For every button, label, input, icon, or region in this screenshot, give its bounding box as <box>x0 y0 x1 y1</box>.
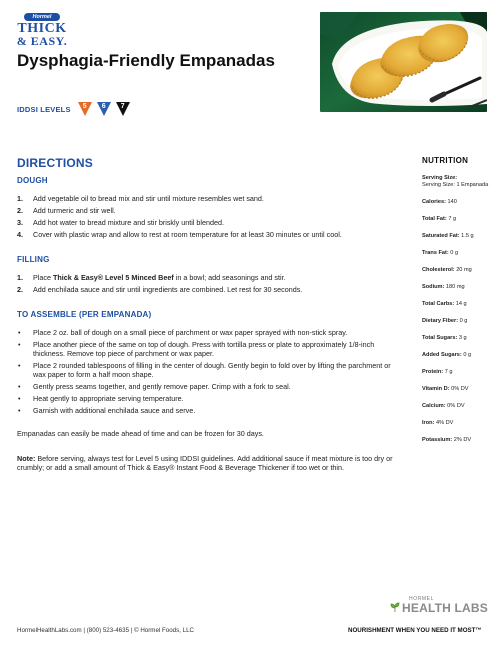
list-item: • Place 2 rounded tablespoons of filling in the center of dough. Gently begin to fold over by lifting the parchment or wax paper to form a half moon shape. <box>18 361 391 379</box>
nutrition-value: 140 <box>445 199 457 205</box>
nutrition-row <box>422 369 490 376</box>
filling-step-1-pre: Place <box>33 273 53 282</box>
logo-line-2: & EASY. <box>16 34 68 48</box>
list-item: • Heat gently to appropriate serving temperature. <box>18 394 184 403</box>
filling-heading: FILLING <box>17 255 50 264</box>
health-labs-brand: HORMEL <box>409 596 434 602</box>
empanada-photo <box>320 12 487 112</box>
nutrition-row <box>422 301 490 308</box>
nutrition-label: Iron: <box>422 420 435 426</box>
nutrition-label: Added Sugars: <box>422 352 462 358</box>
filling-step-2: Add enchilada sauce and stir until ingredients are combined. Let rest for 30 seconds. <box>33 285 303 294</box>
filling-step-1-post: in a bowl; add seasonings and stir. <box>173 273 286 282</box>
assemble-heading: TO ASSEMBLE (PER EMPANADA) <box>17 310 152 319</box>
iddsi-level-5: 5 <box>82 103 87 110</box>
nutrition-row <box>422 267 490 274</box>
nutrition-label: Dietary Fiber: <box>422 318 459 324</box>
nutrition-value: 0 g <box>448 250 459 256</box>
dough-steps <box>17 194 400 239</box>
list-item: 2. Add enchilada sauce and stir until ingredients are combined. Let rest for 30 seconds. <box>17 285 303 294</box>
nutrition-label: Calories: <box>422 199 446 205</box>
list-item: 4. Cover with plastic wrap and allow to rest at room temperature for at least 30 minutes or until cool. <box>17 230 342 239</box>
recipe-title: Dysphagia-Friendly Empanadas <box>17 51 275 70</box>
nutrition-row <box>422 335 490 342</box>
directions-heading: DIRECTIONS <box>17 156 94 170</box>
nutrition-label: Total Sugars: <box>422 335 458 341</box>
directions-section <box>17 156 400 472</box>
list-item: 1. Add vegetable oil to bread mix and stir until mixture resembles wet sand. <box>17 194 264 203</box>
nutrition-row <box>422 318 490 325</box>
nutrition-value: 14 g <box>454 301 467 307</box>
list-item: 1. Place Thick & Easy® Level 5 Minced Beef in a bowl; add seasonings and stir. <box>17 273 286 282</box>
list-item: • Gently press seams together, and gently remove paper. Crimp with a fork to seal. <box>18 382 291 391</box>
nutrition-label: Protein: <box>422 369 444 375</box>
nutrition-value: 180 mg <box>444 284 465 290</box>
nutrition-row <box>422 284 490 291</box>
nutrition-label: Total Fat: <box>422 216 447 222</box>
nutrition-value: 1.5 g <box>459 233 474 239</box>
nutrition-row <box>422 250 490 257</box>
iddsi-label: IDDSI LEVELS <box>17 104 71 114</box>
dough-step-4: Cover with plastic wrap and allow to rest at room temperature for at least 30 minutes or until cool. <box>33 230 342 239</box>
nutrition-row <box>422 420 490 427</box>
nutrition-label: Trans Fat: <box>422 250 449 256</box>
product-name: Thick & Easy® Level 5 Minced Beef <box>52 273 174 282</box>
nutrition-value: 7 g <box>443 369 453 375</box>
serving-note <box>17 454 400 472</box>
nutrition-label: Sodium: <box>422 284 445 290</box>
nutrition-heading: NUTRITION <box>422 156 469 165</box>
list-item: 2. Add turmeric and stir well. <box>17 206 116 215</box>
assemble-step-1: Place 2 oz. ball of dough on a small piece of parchment or wax paper sprayed with non-stick spray. <box>33 328 348 337</box>
leaf-icon <box>390 602 400 613</box>
nutrition-row <box>422 403 490 410</box>
nutrition-value: 7 g <box>446 216 457 222</box>
health-labs-logo <box>388 596 488 614</box>
dough-step-2: Add turmeric and stir well. <box>33 206 116 215</box>
nutrition-list <box>422 199 490 444</box>
footer-contact: HormelHealthLabs.com | (800) 523-4635 | © Hormel Foods, LLC <box>17 627 194 634</box>
nutrition-label: Calcium: <box>422 403 446 409</box>
note-label: Note: <box>17 454 36 463</box>
list-item: 3. Add hot water to bread mixture and stir briskly until blended. <box>17 218 224 227</box>
dough-step-1: Add vegetable oil to bread mix and stir until mixture resembles wet sand. <box>33 194 264 203</box>
list-item: • Place 2 oz. ball of dough on a small piece of parchment or wax paper sprayed with non-stick spray. <box>18 328 348 337</box>
nutrition-label: Potassium: <box>422 437 453 443</box>
nutrition-row <box>422 199 490 206</box>
logo-line-1: THICK <box>17 21 67 36</box>
dough-heading: DOUGH <box>17 176 48 185</box>
iddsi-levels <box>17 101 135 117</box>
assemble-steps <box>17 328 400 415</box>
serving-size <box>422 175 490 189</box>
assemble-step-2: Place another piece of the same on top of dough. Press with tortilla press or plate to approximately 1/8-inch thickness. Remove top piece of parchment or wax paper. <box>33 340 375 358</box>
nutrition-value: 20 mg <box>454 267 472 273</box>
nutrition-row <box>422 437 490 444</box>
assemble-step-5: Heat gently to appropriate serving temperature. <box>33 394 184 403</box>
nutrition-value: 0 g <box>458 318 468 324</box>
nutrition-row <box>422 233 490 240</box>
iddsi-level-6: 6 <box>101 103 106 110</box>
logo-brand: Hormel <box>24 13 60 21</box>
note-text: Before serving, always test for Level 5 using IDDSI guidelines. Add additional sauce if meat mixture is too dry or crumbly; or add a small amount of Thick & Easy® Instant Food & Beverage Thickener if too wet or thin. <box>17 454 393 472</box>
iddsi-level-6-icon <box>97 102 111 116</box>
nutrition-value: 0 g <box>461 352 472 358</box>
iddsi-level-5-icon <box>78 102 92 116</box>
list-item: • Garnish with additional enchilada sauce and serve. <box>18 406 196 415</box>
assemble-step-3: Place 2 rounded tablespoons of filling in the center of dough. Gently begin to fold over by lifting the parchment or wax paper to form a half moon shape. <box>33 361 391 379</box>
health-labs-text: HEALTH LABS <box>402 601 488 615</box>
thick-easy-logo <box>16 13 68 48</box>
nutrition-label: Vitamin D: <box>422 386 450 392</box>
serving-size-value: Serving Size: 1 Empanada <box>422 182 489 188</box>
iddsi-level-7-icon <box>116 102 130 116</box>
nutrition-label: Cholesterol: <box>422 267 455 273</box>
nutrition-row <box>422 216 490 223</box>
nutrition-value: 2% DV <box>452 437 472 443</box>
nutrition-row <box>422 352 490 359</box>
filling-steps <box>17 273 400 294</box>
nutrition-value: 4% DV <box>434 420 454 426</box>
nutrition-value: 0% DV <box>445 403 465 409</box>
nutrition-panel <box>422 156 490 454</box>
nutrition-value: 3 g <box>457 335 467 341</box>
nutrition-label: Total Carbs: <box>422 301 455 307</box>
footer-tagline: NOURISHMENT WHEN YOU NEED IT MOST™ <box>348 627 482 634</box>
nutrition-row <box>422 386 490 393</box>
dough-step-3: Add hot water to bread mixture and stir briskly until blended. <box>33 218 224 227</box>
nutrition-value: 0% DV <box>449 386 469 392</box>
iddsi-level-7: 7 <box>120 103 125 110</box>
assemble-step-4: Gently press seams together, and gently remove paper. Crimp with a fork to seal. <box>33 382 291 391</box>
make-ahead-note: Empanadas can easily be made ahead of time and can be frozen for 30 days. <box>17 429 264 438</box>
health-labs-name <box>388 602 488 614</box>
serving-size-label: Serving Size: <box>422 175 458 181</box>
nutrition-label: Saturated Fat: <box>422 233 460 239</box>
list-item: • Place another piece of the same on top of dough. Press with tortilla press or plate to approximately 1/8-inch thickness. Remove top piece of parchment or wax paper. <box>18 340 375 358</box>
assemble-step-6: Garnish with additional enchilada sauce and serve. <box>33 406 196 415</box>
